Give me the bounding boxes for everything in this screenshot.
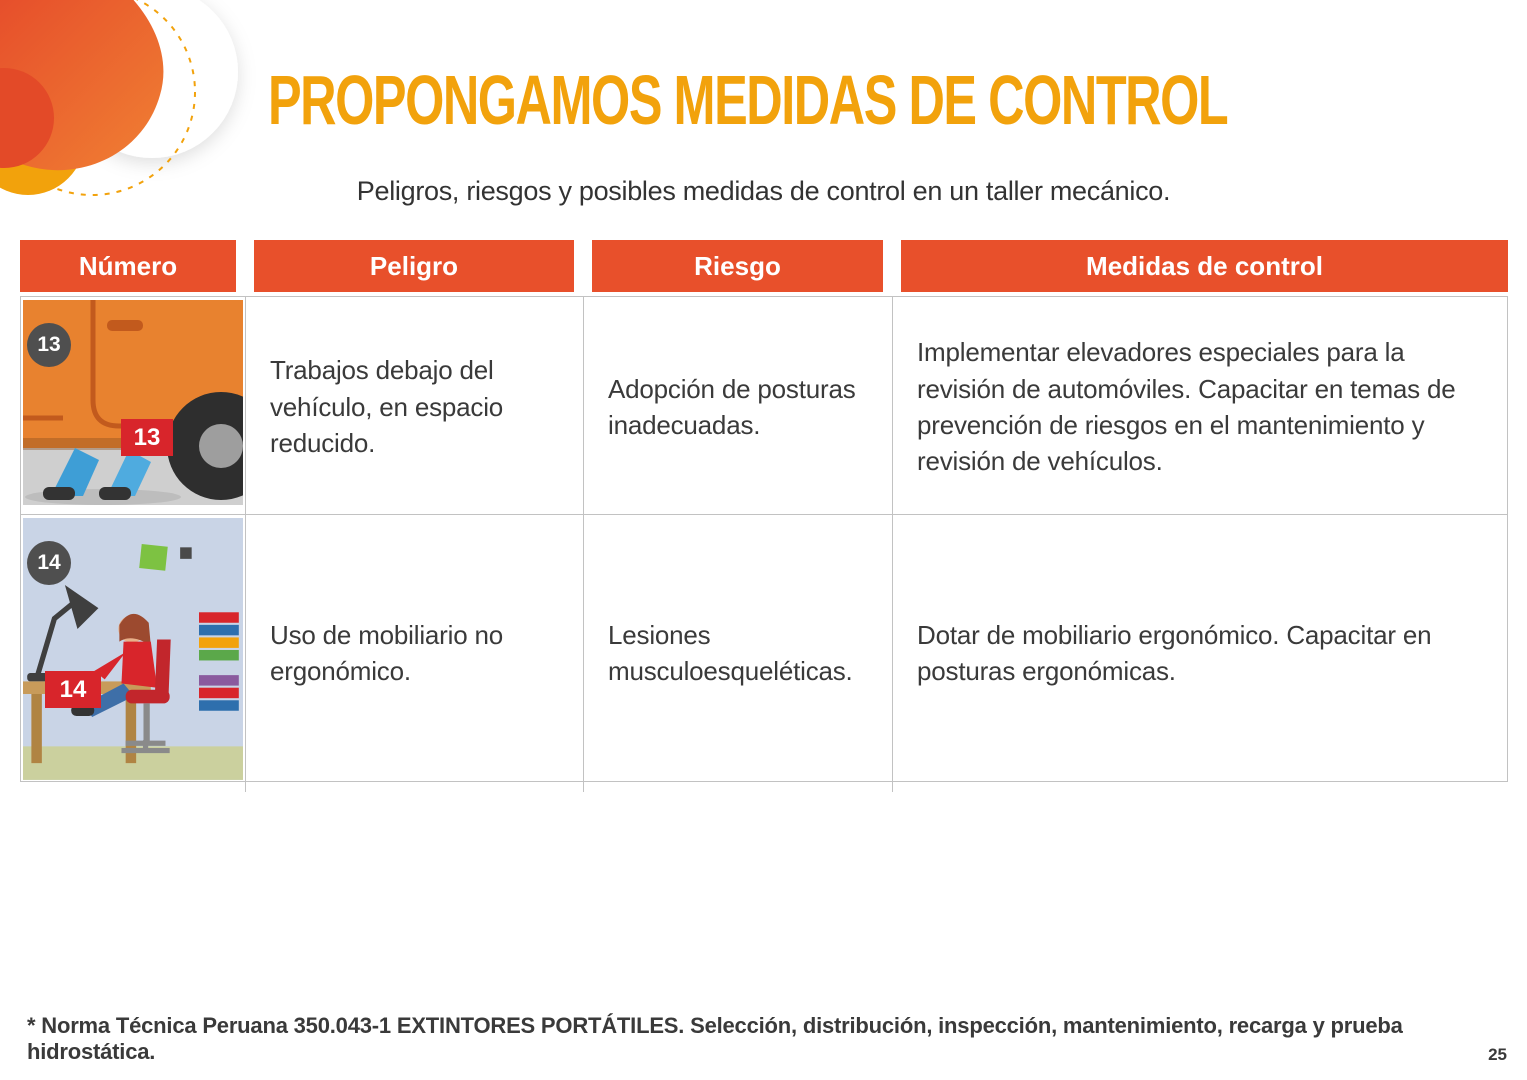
page-number: 25: [1488, 1045, 1507, 1064]
column-header-numero: Número: [20, 240, 236, 292]
table-header-row: [20, 240, 1508, 292]
peligro-text: Trabajos debajo del vehículo, en espacio reducido.: [270, 355, 504, 459]
footnote: * Norma Técnica Peruana 350.043-1 EXTINTORES PORTÁTILES. Selección, distribución, inspección, mantenimiento, recarga y prueba hidrostática.: [27, 1013, 1403, 1064]
medidas-cell: [893, 297, 1507, 517]
table-row: [21, 515, 1507, 781]
medidas-text: Implementar elevadores especiales para la revisión de automóviles. Capacitar en temas de prevención de riesgos en el mantenimiento y revisión de vehículos.: [917, 337, 1456, 477]
item-number-badge: 13: [27, 323, 71, 367]
table-body: [20, 296, 1508, 782]
riesgo-text: Lesiones musculoesqueléticas.: [608, 620, 853, 687]
peligro-cell: [246, 515, 584, 792]
subtitle: Peligros, riesgos y posibles medidas de control en un taller mecánico.: [356, 176, 1171, 206]
riesgo-text: Adopción de posturas inadecuadas.: [608, 373, 856, 440]
column-header-medidas: Medidas de control: [901, 240, 1508, 292]
numero-cell-13: [21, 297, 246, 517]
item-number-badge: 14: [27, 541, 71, 585]
hazard-number-label: 14: [45, 671, 101, 708]
table-row: [21, 297, 1507, 515]
hazards-table: [20, 240, 1508, 782]
riesgo-cell: [584, 297, 893, 517]
page-title: PROPONGAMOS MEDIDAS DE CONTROL: [268, 61, 1228, 139]
column-header-riesgo: Riesgo: [592, 240, 883, 292]
medidas-cell: [893, 515, 1507, 792]
column-header-peligro: Peligro: [254, 240, 574, 292]
numero-cell-14: [21, 515, 246, 792]
medidas-text: Dotar de mobiliario ergonómico. Capacitar en posturas ergonómicas.: [917, 620, 1432, 687]
peligro-text: Uso de mobiliario no ergonómico.: [270, 620, 504, 687]
hazard-number-label: 13: [121, 419, 173, 456]
riesgo-cell: [584, 515, 893, 792]
peligro-cell: [246, 297, 584, 517]
